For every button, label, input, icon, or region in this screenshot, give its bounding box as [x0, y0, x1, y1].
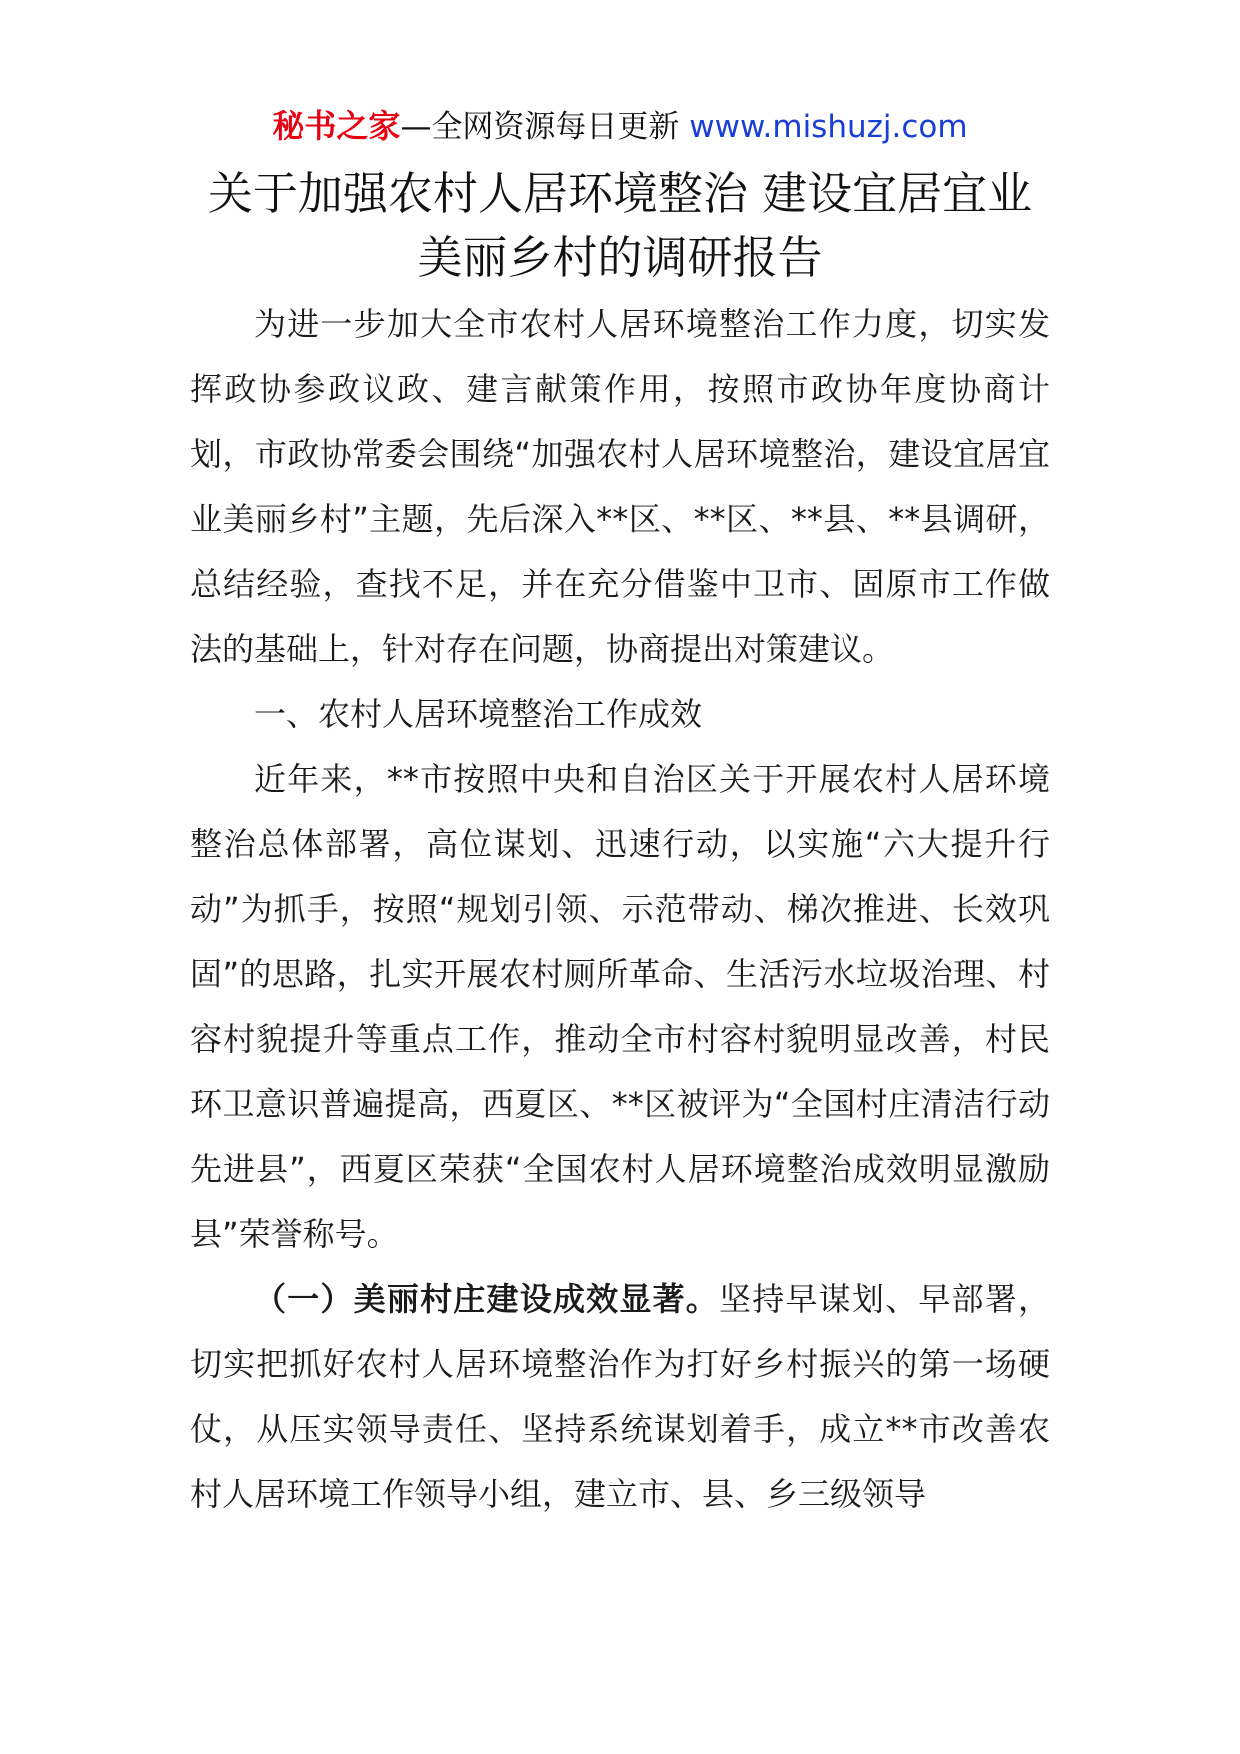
header-tagline: —全网资源每日更新 — [400, 109, 690, 145]
site-url-link[interactable]: www.mishuzj.com — [689, 109, 968, 145]
subsection-1-text: 坚持早谋划、早部署，切实把抓好农村人居环境整治作为打好乡村振兴的第一场硬仗，从压实领导责任、坚持系统谋划着手，成立**市改善农村人居环境工作领导小组，建立市、县、乡三级领导 — [190, 1280, 1050, 1513]
subsection-1-heading: （一）美丽村庄建设成效显著。 — [254, 1280, 720, 1318]
document-body — [190, 292, 1050, 1527]
site-header — [0, 104, 1240, 149]
brand-name: 秘书之家 — [272, 107, 401, 145]
section-1-heading: 一、农村人居环境整治工作成效 — [254, 695, 703, 733]
subsection-1-paragraph — [190, 1267, 1050, 1527]
intro-paragraph: 为进一步加大全市农村人居环境整治工作力度，切实发挥政协参政议政、建言献策作用，按照市政协年度协商计划，市政协常委会围绕“加强农村人居环境整治，建设宜居宜业美丽乡村”主题，先后深入**区、**区、**县、**县调研，总结经验，查找不足，并在充分借鉴中卫市、固原市工作做法的基础上，针对存在问题，协商提出对策建议。 — [190, 305, 1050, 668]
title-line-1: 关于加强农村人居环境整治 建设宜居宜业 — [207, 167, 1033, 220]
section-1-paragraph: 近年来，**市按照中央和自治区关于开展农村人居环境整治总体部署，高位谋划、迅速行动，以实施“六大提升行动”为抓手，按照“规划引领、示范带动、梯次推进、长效巩固”的思路，扎实开展农村厕所革命、生活污水垃圾治理、村容村貌提升等重点工作，推动全市村容村貌明显改善，村民环卫意识普遍提高，西夏区、**区被评为“全国村庄清洁行动先进县”，西夏区荣获“全国农村人居环境整治成效明显激励县”荣誉称号。 — [190, 760, 1050, 1253]
document-title — [150, 162, 1090, 290]
title-line-2: 美丽乡村的调研报告 — [417, 231, 823, 284]
